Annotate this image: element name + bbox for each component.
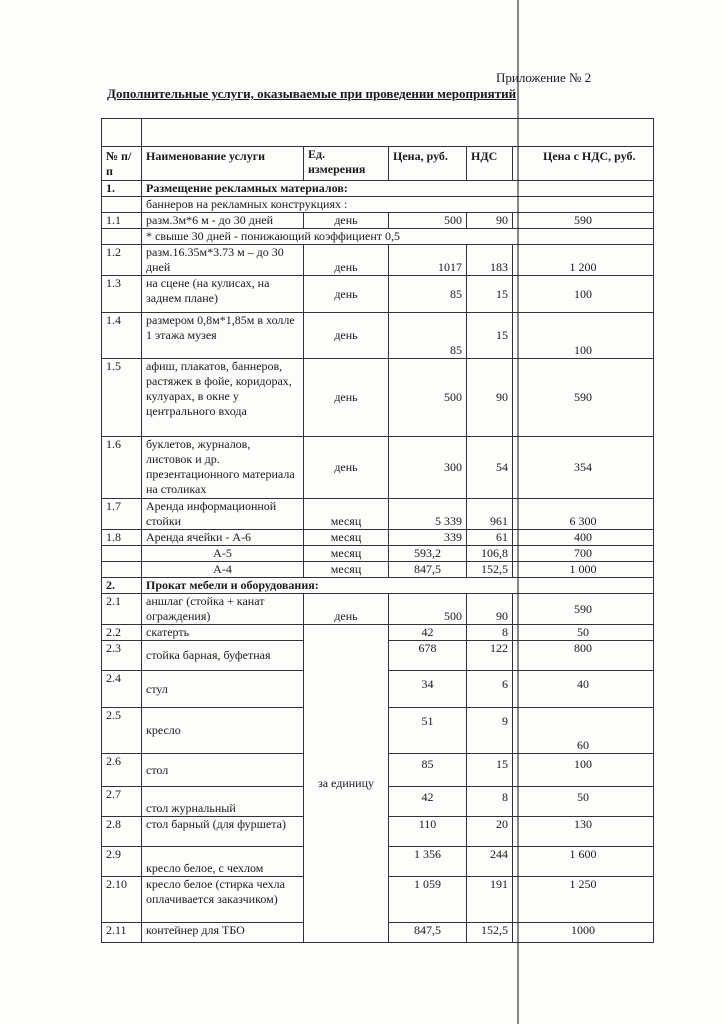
row-vat: 152,5 — [467, 562, 513, 578]
row-name: стойка барная, буфетная — [142, 641, 304, 671]
header-row — [102, 147, 654, 181]
row-name: кресло белое (стирка чехла оплачивается заказчиком) — [142, 877, 304, 923]
row-price: 85 — [389, 313, 467, 359]
row-total: 6 300 — [513, 499, 654, 530]
row-vat: 244 — [467, 847, 513, 877]
row-total: 100 — [513, 754, 654, 787]
row-unit: день — [304, 313, 389, 359]
row-vat: 6 — [467, 671, 513, 708]
row-num: 2.1 — [102, 594, 142, 625]
row-unit: месяц — [304, 530, 389, 546]
row-name: стул — [142, 671, 304, 708]
row-price: 678 — [389, 641, 467, 671]
row-total: 100 — [513, 313, 654, 359]
row-price: 51 — [389, 708, 467, 754]
row-price: 1 356 — [389, 847, 467, 877]
row-name: аншлаг (стойка + канат ограждения) — [142, 594, 304, 625]
row-vat: 15 — [467, 754, 513, 787]
row-total: 50 — [513, 787, 654, 817]
table-row — [102, 437, 654, 499]
row-num: 2.3 — [102, 641, 142, 671]
row-vat: 15 — [467, 276, 513, 313]
row-unit: день — [304, 213, 389, 229]
row-total: 100 — [513, 276, 654, 313]
row-num: 2.8 — [102, 817, 142, 847]
table-row — [102, 499, 654, 530]
row-total: 590 — [513, 213, 654, 229]
row-name: стол — [142, 754, 304, 787]
row-unit: день — [304, 437, 389, 499]
row-num: 1.2 — [102, 245, 142, 276]
row-total: 40 — [513, 671, 654, 708]
row-unit: месяц — [304, 546, 389, 562]
table-row — [102, 276, 654, 313]
row-num: 2.4 — [102, 671, 142, 708]
row-num: 2.10 — [102, 877, 142, 923]
row-total: 354 — [513, 437, 654, 499]
row-price: 110 — [389, 817, 467, 847]
row-vat: 8 — [467, 625, 513, 641]
row-price: 500 — [389, 594, 467, 625]
row-vat: 61 — [467, 530, 513, 546]
table-row — [102, 546, 654, 562]
row-price: 42 — [389, 787, 467, 817]
row-name: разм.16.35м*3.73 м – до 30 дней — [142, 245, 304, 276]
row-vat: 961 — [467, 499, 513, 530]
row-vat: 183 — [467, 245, 513, 276]
header-num: № п/п — [102, 147, 142, 181]
services-table — [101, 118, 654, 943]
header-vat: НДС — [467, 147, 513, 181]
row-total: 1 250 — [513, 877, 654, 923]
table-row — [102, 562, 654, 578]
row-name: кресло — [142, 708, 304, 754]
row-name: контейнер для ТБО — [142, 923, 304, 943]
note-row — [102, 197, 654, 213]
row-num: 1.1 — [102, 213, 142, 229]
header-price: Цена, руб. — [389, 147, 467, 181]
blank-header-row — [102, 119, 654, 147]
section-row — [102, 181, 654, 197]
row-num: 1.7 — [102, 499, 142, 530]
row-total: 800 — [513, 641, 654, 671]
section-row — [102, 578, 654, 594]
row-price: 85 — [389, 276, 467, 313]
row-unit: месяц — [304, 499, 389, 530]
header-unit: Ед. измерения — [304, 147, 389, 181]
row-total: 590 — [513, 359, 654, 437]
row-price: 5 339 — [389, 499, 467, 530]
row-unit: день — [304, 594, 389, 625]
row-vat: 90 — [467, 359, 513, 437]
note-banners: баннеров на рекламных конструкциях : — [142, 197, 654, 213]
section-title: Размещение рекламных материалов: — [142, 181, 654, 197]
table-row — [102, 359, 654, 437]
row-name: буклетов, журналов, листовок и др. презентационного материала на столиках — [142, 437, 304, 499]
table-row — [102, 245, 654, 276]
row-num: 2.7 — [102, 787, 142, 817]
row-price: 500 — [389, 213, 467, 229]
row-vat: 122 — [467, 641, 513, 671]
row-vat: 54 — [467, 437, 513, 499]
row-num: 2.11 — [102, 923, 142, 943]
row-price: 1 059 — [389, 877, 467, 923]
row-num: 1.6 — [102, 437, 142, 499]
row-vat: 20 — [467, 817, 513, 847]
row-vat: 152,5 — [467, 923, 513, 943]
section-num: 1. — [102, 181, 142, 197]
row-total: 130 — [513, 817, 654, 847]
row-num: 2.9 — [102, 847, 142, 877]
row-total: 50 — [513, 625, 654, 641]
row-num: 1.3 — [102, 276, 142, 313]
row-vat: 90 — [467, 213, 513, 229]
row-name: стол журнальный — [142, 787, 304, 817]
row-name: афиш, плакатов, баннеров, растяжек в фойе, коридорах, кулуарах, в окне у центрального входа — [142, 359, 304, 437]
row-unit: месяц — [304, 562, 389, 578]
note-row — [102, 229, 654, 245]
row-price: 847,5 — [389, 562, 467, 578]
row-total: 1 200 — [513, 245, 654, 276]
row-total: 590 — [513, 594, 654, 625]
table-row — [102, 594, 654, 625]
row-price: 339 — [389, 530, 467, 546]
row-num: 2.5 — [102, 708, 142, 754]
row-total: 60 — [513, 708, 654, 754]
row-total: 400 — [513, 530, 654, 546]
row-unit: день — [304, 276, 389, 313]
row-name: кресло белое, с чехлом — [142, 847, 304, 877]
row-vat: 191 — [467, 877, 513, 923]
row-name: разм.3м*6 м - до 30 дней — [142, 213, 304, 229]
row-price: 85 — [389, 754, 467, 787]
row-vat: 15 — [467, 313, 513, 359]
row-vat: 90 — [467, 594, 513, 625]
row-name: размером 0,8м*1,85м в холле 1 этажа музея — [142, 313, 304, 359]
header-name: Наименование услуги — [142, 147, 304, 181]
table-row — [102, 625, 654, 641]
appendix-label: Приложение № 2 — [496, 70, 592, 85]
row-price: 847,5 — [389, 923, 467, 943]
per-unit-cell: за единицу — [304, 625, 389, 943]
row-total: 1 000 — [513, 562, 654, 578]
row-vat: 8 — [467, 787, 513, 817]
row-num: 2.6 — [102, 754, 142, 787]
section-title: Прокат мебели и оборудования: — [142, 578, 654, 594]
row-total: 700 — [513, 546, 654, 562]
row-name: А-4 — [142, 562, 304, 578]
row-price: 42 — [389, 625, 467, 641]
row-num: 2.2 — [102, 625, 142, 641]
row-num: 1.8 — [102, 530, 142, 546]
row-name: Аренда ячейки - А-6 — [142, 530, 304, 546]
table-row — [102, 213, 654, 229]
row-vat: 9 — [467, 708, 513, 754]
row-num: 1.5 — [102, 359, 142, 437]
row-name: А-5 — [142, 546, 304, 562]
row-total: 1 600 — [513, 847, 654, 877]
row-price: 34 — [389, 671, 467, 708]
header-total: Цена с НДС, руб. — [513, 147, 654, 181]
row-name: Аренда информационной стойки — [142, 499, 304, 530]
row-price: 1017 — [389, 245, 467, 276]
row-price: 500 — [389, 359, 467, 437]
row-name: скатерть — [142, 625, 304, 641]
row-name: стол барный (для фуршета) — [142, 817, 304, 847]
row-total: 1000 — [513, 923, 654, 943]
row-price: 593,2 — [389, 546, 467, 562]
row-unit: день — [304, 245, 389, 276]
row-price: 300 — [389, 437, 467, 499]
row-unit: день — [304, 359, 389, 437]
table-row — [102, 313, 654, 359]
table-row — [102, 530, 654, 546]
row-name: на сцене (на кулисах, на заднем плане) — [142, 276, 304, 313]
note-over30: * свыше 30 дней - понижающий коэффициент 0,5 — [142, 229, 654, 245]
section-num: 2. — [102, 578, 142, 594]
row-num: 1.4 — [102, 313, 142, 359]
document-title: Дополнительные услуги, оказываемые при проведении мероприятий — [107, 86, 517, 101]
row-vat: 106,8 — [467, 546, 513, 562]
